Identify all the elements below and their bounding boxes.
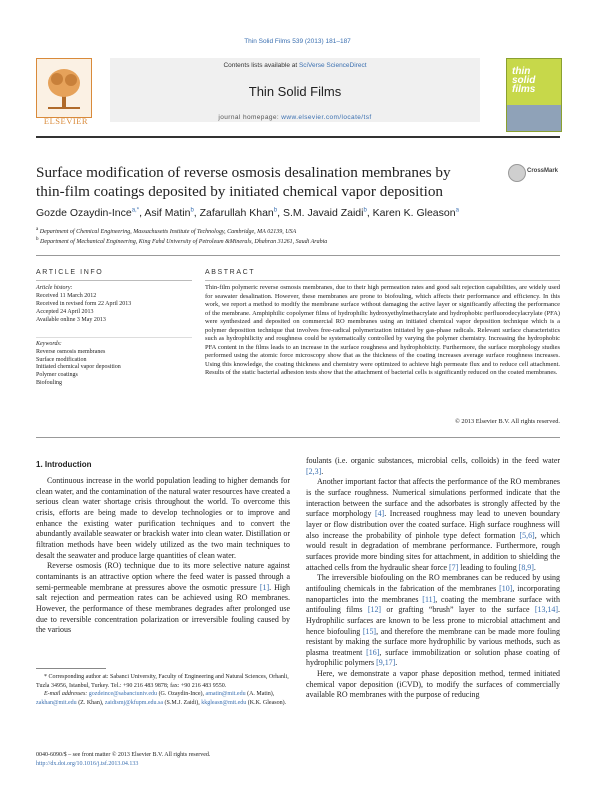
email-link[interactable]: gozdeince@sabanciuniv.edu (88, 691, 158, 697)
corresponding-author-note: * Corresponding author at: Sabanci University, Faculty of Engineering and Natural Sciences, Orhanli, Tuzla 34956, Istanbul, Turkey. Tel.: +90 216 483 9878; fax: +90 216 483 9550. (36, 674, 289, 689)
footnotes (36, 673, 290, 707)
paragraph: Reverse osmosis (RO) technique due to its more selective nature against contaminants is an attractive option where the feed water is passed through a semi-permeable membrane at pressures above the osmotic pressure [1]. High salt rejection and permeation rates can be achieved using RO membranes. However, the performance of these membranes degrades after prolonged use due to reversible concentration polarization or irreversible fouling caused by the various (36, 561, 291, 635)
article-info-label: ARTICLE INFO (36, 269, 104, 276)
citation-link[interactable]: [5,6] (519, 530, 535, 540)
cover-strip (507, 105, 561, 131)
email-addresses: E-mail addresses: gozdeince@sabanciuniv.edu (G. Ozaydin-Ince), amatin@mit.edu (A. Matin), zakhan@mit.edu (Z. Khan), zaidismj@kfupm.edu.sa (S.M.J. Zaidi), kkgleasn@mit.edu (K.K. Gleason). (36, 691, 287, 706)
author[interactable]: Asif Matin$^b$, (144, 207, 200, 219)
homepage-prefix: journal homepage: (218, 114, 282, 121)
citation-link[interactable]: [10] (499, 583, 513, 593)
crossmark-label: CrossMark (527, 168, 559, 174)
doi-link[interactable]: http://dx.doi.org/10.1016/j.tsf.2013.04.133 (36, 760, 139, 767)
homepage-link[interactable]: www.elsevier.com/locate/tsf (281, 114, 372, 121)
author[interactable]: S.M. Javaid Zaidi$^b$, (282, 207, 373, 219)
running-head[interactable]: Thin Solid Films 539 (2013) 181–187 (244, 38, 351, 45)
author[interactable]: Gozde Ozaydin-Ince$^{a,*}$, (36, 207, 145, 219)
author[interactable]: Karen K. Gleason$^a$ (372, 207, 459, 219)
contents-line (110, 62, 480, 69)
keyword-item: Reverse osmosis membranes (36, 348, 106, 355)
author[interactable]: Zafarullah Khan$^b$, (199, 207, 283, 219)
history-item: Available online 3 May 2013 (36, 316, 106, 323)
sciencedirect-link[interactable]: SciVerse ScienceDirect (298, 62, 367, 69)
abstract-text: Thin-film polymeric reverse osmosis membranes, due to their high permeation rates and good salt rejection capabilities, are widely used for seawater desalination. However, these membranes are prone to biofouling, which affects their performance and efficiency. In this work, we report a method to modify the membrane surface without damaging the active layer or significantly affecting the performance of the membrane. Amphiphilic copolymer films of hydrophilic hydroxyethylmethacrylate and hydrophobic perfluorodecylacrylate (PFA) were synthesized and deposited on commercial RO membranes using an initiated chemical vapor deposition technique which is a polymer deposition technique that involves free-radical polymerization initiated by gas-phase radicals. Relevant surface characteristics such as hydrophilicity and roughness could be systematically controlled by varying the polymer chemistry. Increasing the hydrophobic PFA content in the films leads to an increase in the surface roughness and hydrophobicity. Furthermore, the surface morphology studies performed using the atomic force microscopy show that as the thickness of the coating increases average surface roughness increases. Using this knowledge, the coating thickness and chemistry were optimized to achieve high permeate flux and to reduce cell attachment. Results of the static bacterial adhesion tests show that the attachment of bacterial cells is significantly reduced on the coated membranes. (205, 284, 560, 377)
keyword-item: Biofouling (36, 379, 63, 386)
paragraph: The irreversible biofouling on the RO membranes can be reduced by using antifouling chemicals in the fabrication of the membranes [10], incorporating nanoparticles into the membranes [11], coating the membrane surface with antifouling films [12] or grafting “brush” layer to the surface [13,14]. Hydrophilic surfaces are known to be less prone to microbial attachment and hence biofouling [15], and therefore the membrane can be made more fouling resistant by making the surface more hydrophilic by various methods, such as plasma treatment [16], surface immobilization or solution phase coating of hydrophilic polymers [9,17]. (306, 573, 560, 668)
crossmark-icon (508, 164, 526, 182)
paragraph: foulants (i.e. organic substances, microbial cells, colloids) in the feed water [2,3]. (306, 456, 560, 476)
email-link[interactable]: zaidismj@kfupm.edu.sa (104, 699, 164, 706)
keywords (36, 341, 192, 388)
issn-block (36, 751, 290, 768)
abstract-rule (205, 280, 560, 281)
header-rule (36, 255, 560, 256)
citation-link[interactable]: [9,17] (376, 658, 396, 668)
history-item: Received in revised form 22 April 2013 (36, 300, 132, 307)
body-right-column (306, 456, 560, 701)
citation-link[interactable]: [11] (422, 594, 436, 604)
email-link[interactable]: amatin@mit.edu (205, 691, 246, 697)
abstract-copyright: © 2013 Elsevier B.V. All rights reserved. (454, 418, 560, 425)
tree-icon (36, 58, 92, 118)
issn-line: 0040-6090/$ – see front matter © 2013 Elsevier B.V. All rights reserved. (36, 752, 211, 758)
citation-link[interactable]: [13,14] (534, 605, 559, 615)
paragraph: Here, we demonstrate a vapor phase deposition method, termed initiated chemical vapor deposition (iCVD), to modify the surfaces of commercially available RO membranes with the purpose of reducing (306, 669, 560, 700)
keyword-item: Polymer coatings (36, 372, 78, 379)
citation-link[interactable]: [2,3] (306, 466, 322, 476)
article-info-rule (36, 280, 192, 281)
citation-link[interactable]: [8,9] (518, 562, 534, 572)
keywords-heading: Keywords: (36, 341, 62, 347)
citation-link[interactable]: [12] (367, 605, 382, 615)
citation-link[interactable]: [15] (362, 626, 377, 636)
paragraph: Another important factor that affects the performance of the RO membranes is the surface roughness. Numerical simulations performed indicate that the interaction between the surface and the adsorbates is strongly affected by the surface morphology [4]. Increased roughness may lead to uneven boundary layer or flow distribution over the coated surface. High surface roughness will also increase the probability of pinhole type defect formation [5,6], which would result in degradation of membrane performance. Furthermore, rough surfaces provide more binding sites for attachment, in addition to shielding the attached cells from the hydraulic shear force [7] leading to fouling [8,9]. (306, 477, 560, 572)
paragraph: Continuous increase in the world population leading to higher demands for clean water, and the contamination of the natural water resources have created a serious clean water shortage crisis throughout the world. To overcome this crisis, efforts are being made to develop technologies or to improve and enhance the existing water purification techniques and to convert the abundantly available seawater or brackish water into clean water. Distillation or filtration methods have been widely utilized as the two main techniques to desalt the seawater and produce large quantities of clean water. (36, 476, 290, 560)
masthead-rule (36, 136, 560, 138)
history-rule (36, 337, 192, 338)
contents-prefix: Contents lists available at (223, 62, 299, 69)
publisher-logo-text: ELSEVIER (43, 116, 89, 126)
masthead (36, 52, 560, 135)
keyword-item: Initiated chemical vapor deposition (36, 364, 121, 371)
email-link[interactable]: kkgleasn@mit.edu (201, 699, 247, 706)
title-line-1: Surface modification of reverse osmosis desalination membranes by (36, 164, 451, 181)
body-left-column (36, 476, 290, 636)
crossmark-badge[interactable] (508, 164, 560, 184)
author-list (36, 207, 560, 219)
article-title (36, 163, 466, 201)
history-item: Received 11 March 2012 (36, 292, 97, 299)
footnote-rule (36, 668, 106, 669)
affiliation-b: $^b$ Department of Mechanical Engineering, King Fahd University of Petroleum &Minerals, Dhahran 31261, Saudi Arabia (36, 237, 328, 245)
history-heading: Article history: (36, 285, 73, 291)
section-heading: 1. Introduction (36, 460, 92, 469)
cover-title: thin solid films (512, 66, 536, 95)
citation-link[interactable]: [7] (449, 562, 459, 572)
journal-homepage (110, 114, 480, 121)
journal-cover-image[interactable] (506, 58, 562, 132)
citation-link[interactable]: [4] (374, 509, 385, 519)
citation-link[interactable]: [1] (259, 582, 270, 592)
article-history (36, 285, 192, 325)
abstract-bottom-rule (36, 437, 560, 438)
citation-link[interactable]: [16] (366, 647, 380, 657)
affiliation-a: $^a$ Department of Chemical Engineering, Massachusetts Institute of Technology, Cambridge, MA 02139, USA (36, 227, 297, 235)
history-item: Accepted 24 April 2013 (36, 308, 94, 315)
title-line-2: thin-film coatings deposited by initiated chemical vapor deposition (36, 183, 444, 200)
journal-title: Thin Solid Films (248, 84, 342, 99)
abstract-label: ABSTRACT (205, 269, 256, 276)
email-link[interactable]: zakhan@mit.edu (36, 699, 77, 706)
keyword-item: Surface modification (36, 356, 87, 363)
